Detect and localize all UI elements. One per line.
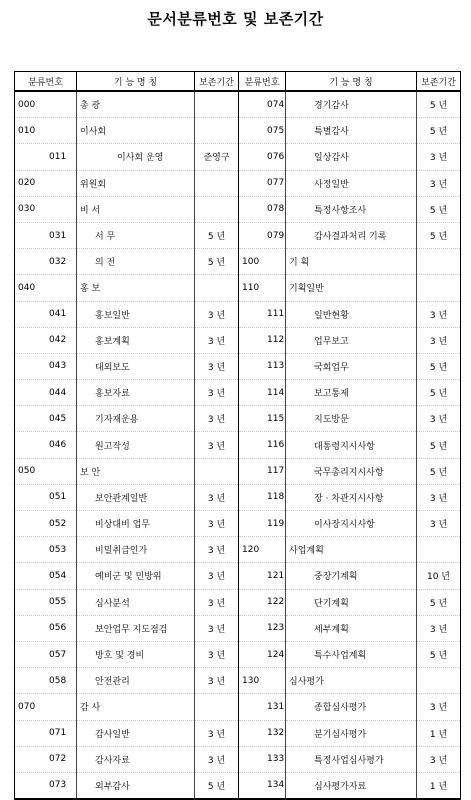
function-name: 비 서 (77, 196, 195, 222)
retention-period: 5 년 (417, 118, 461, 144)
function-name: 일상감사 (286, 144, 417, 170)
table-row (15, 720, 461, 746)
classification-table (14, 71, 461, 800)
classification-code: 058 (15, 668, 77, 694)
function-name: 종합심사평가 (286, 694, 417, 720)
function-name: 국회업무 (286, 353, 417, 379)
function-name: 감 사 (77, 694, 195, 720)
classification-code: 074 (239, 91, 286, 118)
table-row (15, 118, 461, 144)
table-header-row (15, 72, 461, 92)
classification-code: 100 (239, 249, 286, 275)
table-row (15, 144, 461, 170)
retention-period (195, 91, 239, 118)
retention-period: 3 년 (195, 537, 239, 563)
retention-period: 3 년 (195, 746, 239, 772)
table-row (15, 353, 461, 379)
classification-code: 124 (239, 641, 286, 667)
classification-code: 116 (239, 432, 286, 458)
function-name: 안전관리 (77, 668, 195, 694)
function-name: 감사일반 (77, 720, 195, 746)
function-name: 이사회 운영 (77, 144, 195, 170)
table-row (15, 746, 461, 772)
classification-code: 010 (15, 118, 77, 144)
function-name: 중장기계획 (286, 563, 417, 589)
retention-period: 3 년 (195, 589, 239, 615)
retention-period: 3 년 (417, 170, 461, 196)
classification-code: 054 (15, 563, 77, 589)
function-name: 사업계획 (286, 537, 417, 563)
retention-period: 3 년 (417, 511, 461, 537)
function-name: 대외보도 (77, 353, 195, 379)
classification-code: 122 (239, 589, 286, 615)
classification-code: 056 (15, 615, 77, 641)
classification-code: 011 (15, 144, 77, 170)
classification-code: 119 (239, 511, 286, 537)
classification-code: 073 (15, 772, 77, 799)
function-name: 특정사항조사 (286, 196, 417, 222)
classification-code: 130 (239, 668, 286, 694)
table-row (15, 249, 461, 275)
classification-code: 110 (239, 275, 286, 301)
classification-code: 121 (239, 563, 286, 589)
header-code-left: 분류번호 (15, 72, 77, 92)
retention-period (417, 537, 461, 563)
retention-period: 3 년 (195, 668, 239, 694)
function-name: 경기감사 (286, 91, 417, 118)
table-row (15, 91, 461, 118)
retention-period: 5 년 (417, 353, 461, 379)
function-name: 단기계획 (286, 589, 417, 615)
function-name: 장 · 차관지시사항 (286, 484, 417, 510)
table-row (15, 327, 461, 353)
table-row (15, 484, 461, 510)
table-row (15, 589, 461, 615)
function-name: 이사회 (77, 118, 195, 144)
classification-code: 072 (15, 746, 77, 772)
table-body (15, 91, 461, 799)
retention-period: 5 년 (417, 641, 461, 667)
header-code-right: 분류번호 (239, 72, 286, 92)
classification-code: 134 (239, 772, 286, 799)
table-row (15, 668, 461, 694)
table-row (15, 301, 461, 327)
function-name: 특수사업계획 (286, 641, 417, 667)
retention-period: 3 년 (195, 615, 239, 641)
retention-period: 3 년 (417, 615, 461, 641)
retention-period: 5 년 (195, 222, 239, 248)
table-row (15, 615, 461, 641)
classification-code: 113 (239, 353, 286, 379)
function-name: 위원회 (77, 170, 195, 196)
retention-period: 5 년 (195, 249, 239, 275)
retention-period: 3 년 (417, 694, 461, 720)
retention-period: 3 년 (195, 563, 239, 589)
table-row (15, 432, 461, 458)
retention-period: 5 년 (417, 380, 461, 406)
function-name: 특별감사 (286, 118, 417, 144)
classification-code: 043 (15, 353, 77, 379)
retention-period: 3 년 (195, 380, 239, 406)
retention-period: 5 년 (417, 458, 461, 484)
function-name: 예비군 및 민방위 (77, 563, 195, 589)
classification-code: 111 (239, 301, 286, 327)
classification-code: 070 (15, 694, 77, 720)
table-row (15, 196, 461, 222)
retention-period: 3 년 (417, 144, 461, 170)
header-retention-left: 보존기간 (195, 72, 239, 92)
function-name: 기획일반 (286, 275, 417, 301)
retention-period: 3 년 (417, 327, 461, 353)
classification-code: 079 (239, 222, 286, 248)
classification-code: 071 (15, 720, 77, 746)
page-title: 문서분류번호 및 보존기간 (147, 10, 324, 28)
table-row (15, 458, 461, 484)
retention-period: 5 년 (417, 222, 461, 248)
classification-code: 031 (15, 222, 77, 248)
function-name: 감사자료 (77, 746, 195, 772)
table-row (15, 275, 461, 301)
classification-code: 133 (239, 746, 286, 772)
classification-code: 120 (239, 537, 286, 563)
function-name: 사정일반 (286, 170, 417, 196)
retention-period: 3 년 (195, 353, 239, 379)
function-name: 서 무 (77, 222, 195, 248)
header-function-left: 기 능 명 칭 (77, 72, 195, 92)
function-name: 총 광 (77, 91, 195, 118)
retention-period (195, 458, 239, 484)
classification-code: 115 (239, 406, 286, 432)
function-name: 감사결과처리 기록 (286, 222, 417, 248)
retention-period: 3 년 (195, 327, 239, 353)
function-name: 특정사업심사평가 (286, 746, 417, 772)
table-row (15, 694, 461, 720)
function-name: 홍보일반 (77, 301, 195, 327)
table-row (15, 511, 461, 537)
retention-period (195, 170, 239, 196)
classification-code: 042 (15, 327, 77, 353)
function-name: 심사평가자료 (286, 772, 417, 799)
classification-code: 076 (239, 144, 286, 170)
retention-period: 준영구 (195, 144, 239, 170)
function-name: 방호 및 경비 (77, 641, 195, 667)
function-name: 비상대비 업무 (77, 511, 195, 537)
function-name: 보 안 (77, 458, 195, 484)
retention-period: 3 년 (195, 641, 239, 667)
function-name: 지도방문 (286, 406, 417, 432)
classification-code: 032 (15, 249, 77, 275)
function-name: 국무총리지시사항 (286, 458, 417, 484)
function-name: 분기심사평가 (286, 720, 417, 746)
function-name: 업무보고 (286, 327, 417, 353)
function-name: 심사분석 (77, 589, 195, 615)
retention-period: 5 년 (195, 772, 239, 799)
table-row (15, 641, 461, 667)
classification-code: 050 (15, 458, 77, 484)
retention-period (195, 275, 239, 301)
retention-period: 3 년 (195, 484, 239, 510)
classification-code: 053 (15, 537, 77, 563)
function-name: 기자재운용 (77, 406, 195, 432)
classification-code: 051 (15, 484, 77, 510)
classification-code: 123 (239, 615, 286, 641)
retention-period: 1 년 (417, 720, 461, 746)
classification-code: 114 (239, 380, 286, 406)
retention-period (195, 694, 239, 720)
retention-period: 5 년 (417, 432, 461, 458)
classification-code: 055 (15, 589, 77, 615)
retention-period (417, 249, 461, 275)
classification-code: 118 (239, 484, 286, 510)
classification-code: 030 (15, 196, 77, 222)
retention-period: 3 년 (195, 511, 239, 537)
retention-period: 5 년 (417, 196, 461, 222)
classification-code: 020 (15, 170, 77, 196)
retention-period: 3 년 (195, 406, 239, 432)
retention-period (195, 118, 239, 144)
function-name: 홍보자료 (77, 380, 195, 406)
classification-code: 000 (15, 91, 77, 118)
function-name: 보고통제 (286, 380, 417, 406)
table-row (15, 772, 461, 799)
retention-period: 5 년 (417, 91, 461, 118)
classification-code: 117 (239, 458, 286, 484)
classification-code: 132 (239, 720, 286, 746)
classification-code: 078 (239, 196, 286, 222)
classification-code: 046 (15, 432, 77, 458)
table-row (15, 537, 461, 563)
retention-period: 3 년 (417, 406, 461, 432)
retention-period (417, 275, 461, 301)
function-name: 일반현황 (286, 301, 417, 327)
function-name: 심사평가 (286, 668, 417, 694)
function-name: 외부감사 (77, 772, 195, 799)
retention-period: 1 년 (417, 772, 461, 799)
function-name: 대통령지시사항 (286, 432, 417, 458)
classification-code: 052 (15, 511, 77, 537)
function-name: 의 전 (77, 249, 195, 275)
classification-code: 077 (239, 170, 286, 196)
table-row (15, 563, 461, 589)
function-name: 이사장지시사항 (286, 511, 417, 537)
function-name: 홍보계획 (77, 327, 195, 353)
retention-period: 3 년 (417, 746, 461, 772)
function-name: 기 획 (286, 249, 417, 275)
classification-code: 045 (15, 406, 77, 432)
function-name: 세부계획 (286, 615, 417, 641)
retention-period: 3 년 (417, 301, 461, 327)
retention-period: 3 년 (195, 720, 239, 746)
retention-period: 3 년 (195, 301, 239, 327)
classification-code: 044 (15, 380, 77, 406)
classification-code: 040 (15, 275, 77, 301)
function-name: 비밀취급인가 (77, 537, 195, 563)
retention-period (195, 196, 239, 222)
table-row (15, 170, 461, 196)
function-name: 홍 보 (77, 275, 195, 301)
table-row (15, 380, 461, 406)
retention-period: 3 년 (417, 484, 461, 510)
retention-period: 3 년 (195, 432, 239, 458)
retention-period (417, 668, 461, 694)
header-retention-right: 보존기간 (417, 72, 461, 92)
function-name: 보안관계일반 (77, 484, 195, 510)
table-row (15, 222, 461, 248)
retention-period: 10 년 (417, 563, 461, 589)
retention-period: 5 년 (417, 589, 461, 615)
classification-code: 057 (15, 641, 77, 667)
classification-code: 041 (15, 301, 77, 327)
classification-code: 112 (239, 327, 286, 353)
classification-code: 131 (239, 694, 286, 720)
classification-code: 075 (239, 118, 286, 144)
function-name: 원고작성 (77, 432, 195, 458)
function-name: 보안업무 지도점검 (77, 615, 195, 641)
header-function-right: 기 능 명 칭 (286, 72, 417, 92)
table-row (15, 406, 461, 432)
